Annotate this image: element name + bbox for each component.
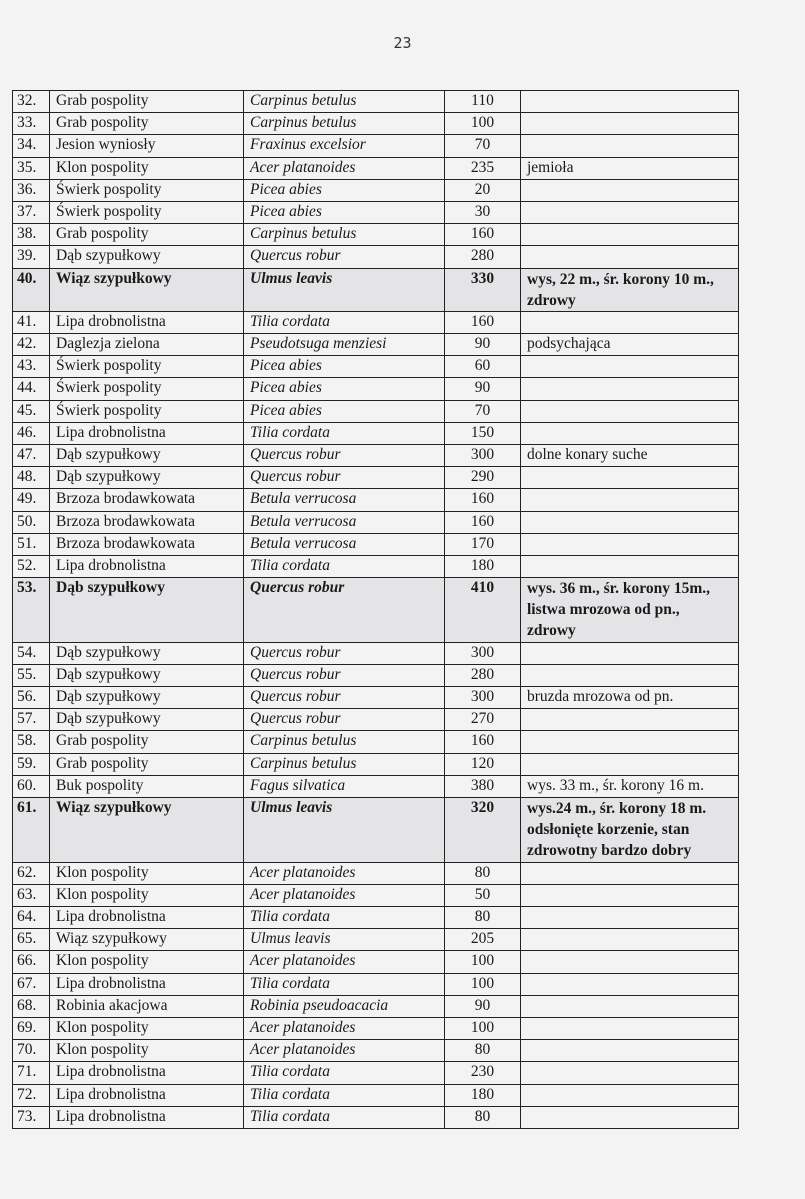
notes-cell: [521, 1040, 739, 1062]
row-number-cell: 36.: [13, 179, 50, 201]
row-number-cell: 32.: [13, 91, 50, 113]
notes-cell: [521, 884, 739, 906]
row-number-cell: 44.: [13, 378, 50, 400]
polish-name-cell: Klon pospolity: [50, 157, 244, 179]
notes-cell: [521, 533, 739, 555]
circumference-cell: 280: [445, 664, 521, 686]
circumference-cell: 20: [445, 179, 521, 201]
circumference-cell: 330: [445, 268, 521, 311]
latin-name-cell: Robinia pseudoacacia: [244, 995, 445, 1017]
latin-name-cell: Tilia cordata: [244, 422, 445, 444]
row-number-cell: 53.: [13, 578, 50, 643]
row-number-cell: 41.: [13, 311, 50, 333]
circumference-cell: 120: [445, 753, 521, 775]
notes-cell: wys. 33 m., śr. korony 16 m.: [521, 775, 739, 797]
row-number-cell: 47.: [13, 445, 50, 467]
notes-cell: [521, 731, 739, 753]
notes-cell: [521, 113, 739, 135]
notes-cell: wys. 36 m., śr. korony 15m., listwa mrozowa od pn., zdrowy: [521, 578, 739, 643]
notes-cell: [521, 422, 739, 444]
latin-name-cell: Betula verrucosa: [244, 533, 445, 555]
latin-name-cell: Tilia cordata: [244, 555, 445, 577]
circumference-cell: 70: [445, 400, 521, 422]
circumference-cell: 160: [445, 511, 521, 533]
row-number-cell: 70.: [13, 1040, 50, 1062]
notes-cell: [521, 995, 739, 1017]
circumference-cell: 90: [445, 378, 521, 400]
latin-name-cell: Betula verrucosa: [244, 511, 445, 533]
table-row: [13, 224, 739, 246]
row-number-cell: 37.: [13, 201, 50, 223]
circumference-cell: 100: [445, 951, 521, 973]
table-row: [13, 334, 739, 356]
polish-name-cell: Grab pospolity: [50, 113, 244, 135]
polish-name-cell: Dąb szypułkowy: [50, 467, 244, 489]
row-number-cell: 50.: [13, 511, 50, 533]
table-row: [13, 378, 739, 400]
notes-cell: [521, 709, 739, 731]
latin-name-cell: Picea abies: [244, 179, 445, 201]
latin-name-cell: Pseudotsuga menziesi: [244, 334, 445, 356]
latin-name-cell: Carpinus betulus: [244, 224, 445, 246]
polish-name-cell: Jesion wyniosły: [50, 135, 244, 157]
notes-cell: [521, 311, 739, 333]
table-row: [13, 709, 739, 731]
latin-name-cell: Fraxinus excelsior: [244, 135, 445, 157]
circumference-cell: 410: [445, 578, 521, 643]
polish-name-cell: Lipa drobnolistna: [50, 1084, 244, 1106]
circumference-cell: 290: [445, 467, 521, 489]
notes-cell: [521, 973, 739, 995]
circumference-cell: 300: [445, 642, 521, 664]
table-row: [13, 179, 739, 201]
circumference-cell: 50: [445, 884, 521, 906]
circumference-cell: 100: [445, 973, 521, 995]
latin-name-cell: Acer platanoides: [244, 951, 445, 973]
circumference-cell: 280: [445, 246, 521, 268]
table-row: [13, 91, 739, 113]
table-row: [13, 775, 739, 797]
row-number-cell: 55.: [13, 664, 50, 686]
latin-name-cell: Carpinus betulus: [244, 731, 445, 753]
table-row: [13, 731, 739, 753]
notes-cell: [521, 224, 739, 246]
notes-cell: [521, 1084, 739, 1106]
circumference-cell: 150: [445, 422, 521, 444]
latin-name-cell: Ulmus leavis: [244, 929, 445, 951]
polish-name-cell: Grab pospolity: [50, 224, 244, 246]
latin-name-cell: Quercus robur: [244, 578, 445, 643]
polish-name-cell: Lipa drobnolistna: [50, 1062, 244, 1084]
notes-cell: [521, 400, 739, 422]
table-row: [13, 1017, 739, 1039]
latin-name-cell: Ulmus leavis: [244, 268, 445, 311]
notes-cell: [521, 179, 739, 201]
polish-name-cell: Lipa drobnolistna: [50, 973, 244, 995]
polish-name-cell: Klon pospolity: [50, 862, 244, 884]
latin-name-cell: Carpinus betulus: [244, 91, 445, 113]
latin-name-cell: Acer platanoides: [244, 157, 445, 179]
latin-name-cell: Tilia cordata: [244, 1062, 445, 1084]
row-number-cell: 73.: [13, 1106, 50, 1128]
table-row: [13, 135, 739, 157]
polish-name-cell: Lipa drobnolistna: [50, 422, 244, 444]
polish-name-cell: Brzoza brodawkowata: [50, 511, 244, 533]
row-number-cell: 69.: [13, 1017, 50, 1039]
row-number-cell: 63.: [13, 884, 50, 906]
polish-name-cell: Klon pospolity: [50, 1040, 244, 1062]
latin-name-cell: Quercus robur: [244, 445, 445, 467]
circumference-cell: 300: [445, 687, 521, 709]
row-number-cell: 72.: [13, 1084, 50, 1106]
polish-name-cell: Dąb szypułkowy: [50, 246, 244, 268]
latin-name-cell: Tilia cordata: [244, 973, 445, 995]
notes-cell: [521, 489, 739, 511]
notes-cell: podsychająca: [521, 334, 739, 356]
polish-name-cell: Klon pospolity: [50, 1017, 244, 1039]
table-row: [13, 157, 739, 179]
latin-name-cell: Acer platanoides: [244, 1040, 445, 1062]
polish-name-cell: Świerk pospolity: [50, 378, 244, 400]
notes-cell: [521, 201, 739, 223]
table-row: [13, 445, 739, 467]
row-number-cell: 57.: [13, 709, 50, 731]
circumference-cell: 180: [445, 1084, 521, 1106]
row-number-cell: 34.: [13, 135, 50, 157]
notes-cell: [521, 555, 739, 577]
table-row: [13, 467, 739, 489]
notes-cell: [521, 1062, 739, 1084]
notes-cell: [521, 642, 739, 664]
polish-name-cell: Wiąz szypułkowy: [50, 929, 244, 951]
notes-cell: bruzda mrozowa od pn.: [521, 687, 739, 709]
polish-name-cell: Lipa drobnolistna: [50, 555, 244, 577]
polish-name-cell: Daglezja zielona: [50, 334, 244, 356]
polish-name-cell: Dąb szypułkowy: [50, 578, 244, 643]
row-number-cell: 39.: [13, 246, 50, 268]
table-row: [13, 400, 739, 422]
polish-name-cell: Dąb szypułkowy: [50, 642, 244, 664]
table-row: [13, 929, 739, 951]
notes-cell: [521, 511, 739, 533]
row-number-cell: 58.: [13, 731, 50, 753]
polish-name-cell: Klon pospolity: [50, 951, 244, 973]
polish-name-cell: Dąb szypułkowy: [50, 664, 244, 686]
latin-name-cell: Picea abies: [244, 400, 445, 422]
circumference-cell: 230: [445, 1062, 521, 1084]
polish-name-cell: Grab pospolity: [50, 91, 244, 113]
latin-name-cell: Betula verrucosa: [244, 489, 445, 511]
row-number-cell: 40.: [13, 268, 50, 311]
circumference-cell: 110: [445, 91, 521, 113]
latin-name-cell: Tilia cordata: [244, 1084, 445, 1106]
polish-name-cell: Klon pospolity: [50, 884, 244, 906]
circumference-cell: 80: [445, 862, 521, 884]
latin-name-cell: Picea abies: [244, 378, 445, 400]
circumference-cell: 60: [445, 356, 521, 378]
circumference-cell: 30: [445, 201, 521, 223]
notes-cell: jemioła: [521, 157, 739, 179]
polish-name-cell: Brzoza brodawkowata: [50, 489, 244, 511]
notes-cell: [521, 378, 739, 400]
latin-name-cell: Quercus robur: [244, 687, 445, 709]
polish-name-cell: Dąb szypułkowy: [50, 445, 244, 467]
circumference-cell: 80: [445, 1106, 521, 1128]
table-row: [13, 311, 739, 333]
notes-cell: [521, 356, 739, 378]
latin-name-cell: Quercus robur: [244, 709, 445, 731]
table-row: [13, 356, 739, 378]
row-number-cell: 62.: [13, 862, 50, 884]
page-number: 23: [393, 34, 412, 52]
notes-cell: [521, 467, 739, 489]
table-row: [13, 201, 739, 223]
notes-cell: [521, 907, 739, 929]
table-row: [13, 995, 739, 1017]
polish-name-cell: Świerk pospolity: [50, 356, 244, 378]
polish-name-cell: Robinia akacjowa: [50, 995, 244, 1017]
polish-name-cell: Brzoza brodawkowata: [50, 533, 244, 555]
circumference-cell: 380: [445, 775, 521, 797]
table-row: [13, 951, 739, 973]
notes-cell: [521, 862, 739, 884]
row-number-cell: 42.: [13, 334, 50, 356]
latin-name-cell: Acer platanoides: [244, 884, 445, 906]
table-row: [13, 907, 739, 929]
latin-name-cell: Fagus silvatica: [244, 775, 445, 797]
polish-name-cell: Świerk pospolity: [50, 400, 244, 422]
table-row: [13, 246, 739, 268]
table-row: [13, 511, 739, 533]
notes-cell: [521, 1017, 739, 1039]
latin-name-cell: Tilia cordata: [244, 907, 445, 929]
table-row: [13, 578, 739, 643]
notes-cell: wys, 22 m., śr. korony 10 m., zdrowy: [521, 268, 739, 311]
row-number-cell: 52.: [13, 555, 50, 577]
row-number-cell: 68.: [13, 995, 50, 1017]
latin-name-cell: Picea abies: [244, 201, 445, 223]
notes-cell: [521, 135, 739, 157]
table-row: [13, 533, 739, 555]
polish-name-cell: Grab pospolity: [50, 753, 244, 775]
circumference-cell: 90: [445, 995, 521, 1017]
polish-name-cell: Świerk pospolity: [50, 201, 244, 223]
latin-name-cell: Tilia cordata: [244, 311, 445, 333]
latin-name-cell: Carpinus betulus: [244, 113, 445, 135]
circumference-cell: 160: [445, 731, 521, 753]
polish-name-cell: Buk pospolity: [50, 775, 244, 797]
circumference-cell: 70: [445, 135, 521, 157]
row-number-cell: 61.: [13, 798, 50, 863]
circumference-cell: 320: [445, 798, 521, 863]
row-number-cell: 67.: [13, 973, 50, 995]
row-number-cell: 38.: [13, 224, 50, 246]
latin-name-cell: Acer platanoides: [244, 1017, 445, 1039]
latin-name-cell: Ulmus leavis: [244, 798, 445, 863]
circumference-cell: 180: [445, 555, 521, 577]
tree-inventory-table: [12, 90, 739, 1129]
polish-name-cell: Lipa drobnolistna: [50, 1106, 244, 1128]
circumference-cell: 160: [445, 489, 521, 511]
latin-name-cell: Quercus robur: [244, 664, 445, 686]
circumference-cell: 160: [445, 311, 521, 333]
table-row: [13, 798, 739, 863]
circumference-cell: 80: [445, 907, 521, 929]
latin-name-cell: Quercus robur: [244, 642, 445, 664]
notes-cell: wys.24 m., śr. korony 18 m. odsłonięte korzenie, stan zdrowotny bardzo dobry: [521, 798, 739, 863]
circumference-cell: 270: [445, 709, 521, 731]
polish-name-cell: Lipa drobnolistna: [50, 907, 244, 929]
table-row: [13, 422, 739, 444]
table-row: [13, 642, 739, 664]
circumference-cell: 170: [445, 533, 521, 555]
row-number-cell: 35.: [13, 157, 50, 179]
circumference-cell: 100: [445, 113, 521, 135]
circumference-cell: 80: [445, 1040, 521, 1062]
latin-name-cell: Tilia cordata: [244, 1106, 445, 1128]
circumference-cell: 100: [445, 1017, 521, 1039]
row-number-cell: 59.: [13, 753, 50, 775]
table-row: [13, 1084, 739, 1106]
row-number-cell: 48.: [13, 467, 50, 489]
circumference-cell: 300: [445, 445, 521, 467]
table-row: [13, 113, 739, 135]
notes-cell: [521, 91, 739, 113]
polish-name-cell: Grab pospolity: [50, 731, 244, 753]
notes-cell: [521, 246, 739, 268]
table-row: [13, 268, 739, 311]
latin-name-cell: Quercus robur: [244, 246, 445, 268]
row-number-cell: 54.: [13, 642, 50, 664]
row-number-cell: 71.: [13, 1062, 50, 1084]
circumference-cell: 160: [445, 224, 521, 246]
row-number-cell: 43.: [13, 356, 50, 378]
row-number-cell: 56.: [13, 687, 50, 709]
polish-name-cell: Wiąz szypułkowy: [50, 268, 244, 311]
row-number-cell: 66.: [13, 951, 50, 973]
row-number-cell: 65.: [13, 929, 50, 951]
table-row: [13, 884, 739, 906]
notes-cell: [521, 929, 739, 951]
table-row: [13, 753, 739, 775]
polish-name-cell: Lipa drobnolistna: [50, 311, 244, 333]
table-row: [13, 664, 739, 686]
row-number-cell: 60.: [13, 775, 50, 797]
notes-cell: [521, 1106, 739, 1128]
circumference-cell: 90: [445, 334, 521, 356]
latin-name-cell: Carpinus betulus: [244, 753, 445, 775]
polish-name-cell: Świerk pospolity: [50, 179, 244, 201]
table-row: [13, 1062, 739, 1084]
circumference-cell: 205: [445, 929, 521, 951]
latin-name-cell: Acer platanoides: [244, 862, 445, 884]
table-row: [13, 862, 739, 884]
table-row: [13, 489, 739, 511]
table-body: [13, 91, 739, 1129]
latin-name-cell: Quercus robur: [244, 467, 445, 489]
row-number-cell: 51.: [13, 533, 50, 555]
row-number-cell: 64.: [13, 907, 50, 929]
latin-name-cell: Picea abies: [244, 356, 445, 378]
row-number-cell: 46.: [13, 422, 50, 444]
table-row: [13, 687, 739, 709]
row-number-cell: 49.: [13, 489, 50, 511]
table-row: [13, 555, 739, 577]
notes-cell: [521, 753, 739, 775]
notes-cell: [521, 951, 739, 973]
circumference-cell: 235: [445, 157, 521, 179]
table-row: [13, 973, 739, 995]
polish-name-cell: Dąb szypułkowy: [50, 709, 244, 731]
polish-name-cell: Dąb szypułkowy: [50, 687, 244, 709]
notes-cell: [521, 664, 739, 686]
table-row: [13, 1040, 739, 1062]
polish-name-cell: Wiąz szypułkowy: [50, 798, 244, 863]
row-number-cell: 33.: [13, 113, 50, 135]
row-number-cell: 45.: [13, 400, 50, 422]
table-row: [13, 1106, 739, 1128]
notes-cell: dolne konary suche: [521, 445, 739, 467]
